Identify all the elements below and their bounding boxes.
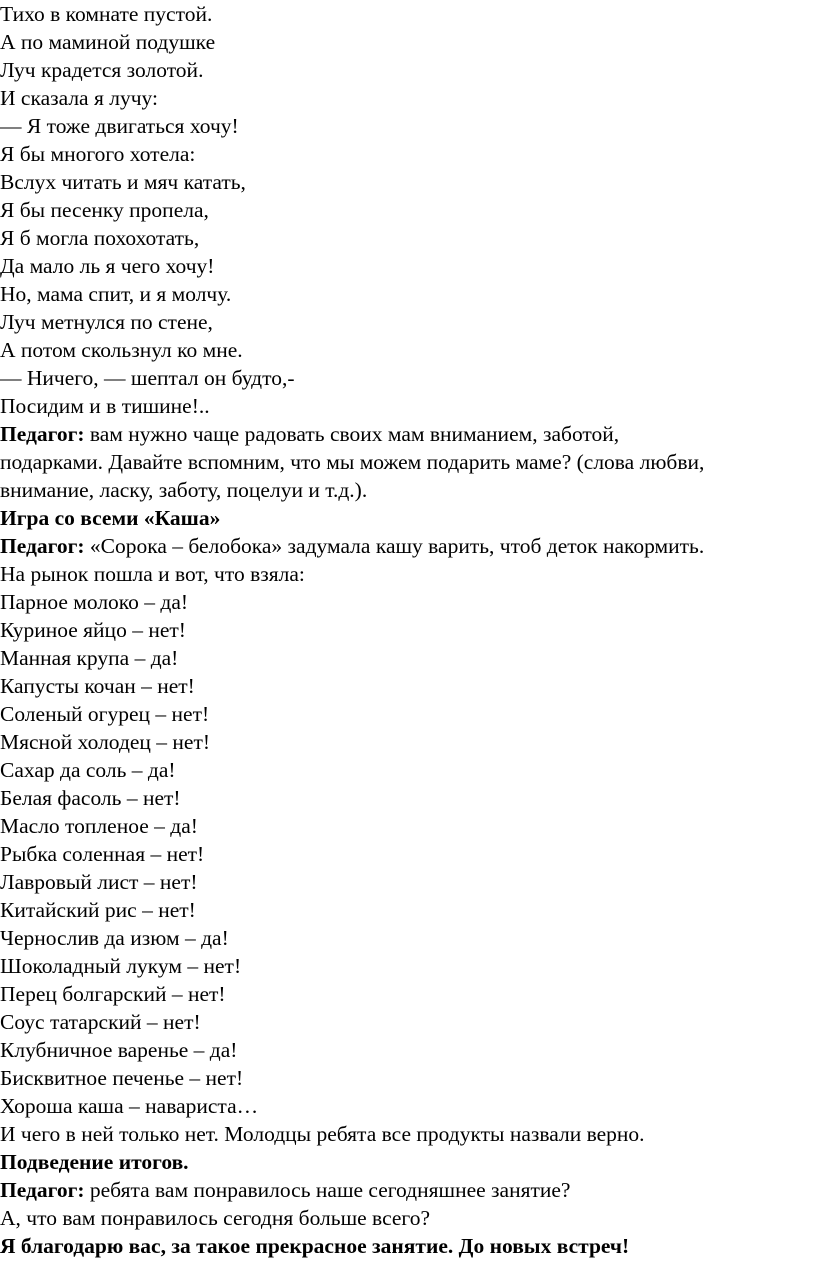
game-line: Чернослив да изюм – да!: [0, 926, 229, 950]
teacher-remark-1: [0, 420, 812, 448]
game-line: Мясной холодец – нет!: [0, 730, 211, 754]
poem-line: — Ничего, — шептал он будто,-: [0, 366, 295, 390]
poem-line: А потом скользнул ко мне.: [0, 338, 243, 362]
teacher-remark-2-text-1: «Сорока – белобока» задумала кашу варить, чтоб деток накормить.: [84, 534, 705, 558]
game-lines: [0, 588, 812, 1148]
game-heading: Игра со всеми «Каша»: [0, 506, 221, 530]
game-line: И чего в ней только нет. Молодцы ребята все продукты назвали верно.: [0, 1122, 645, 1146]
game-line: Клубничное варенье – да!: [0, 1038, 238, 1062]
poem-line: Я бы песенку пропела,: [0, 198, 209, 222]
game-line: Шоколадный лукум – нет!: [0, 954, 242, 978]
poem-line: И сказала я лучу:: [0, 86, 158, 110]
teacher-remark-3: [0, 1176, 812, 1204]
game-line: Масло топленое – да!: [0, 814, 198, 838]
poem-line: — Я тоже двигаться хочу!: [0, 114, 239, 138]
poem-line: Я б могла похохотать,: [0, 226, 200, 250]
poem-line: Но, мама спит, и я молчу.: [0, 282, 232, 306]
teacher-remark-3-text-1: ребята вам понравилось наше сегодняшнее занятие?: [84, 1178, 571, 1202]
teacher-remark-1-line-3: внимание, ласку, заботу, поцелуи и т.д.).: [0, 478, 368, 502]
closing-line: Я благодарю вас, за такое прекрасное занятие. До новых встреч!: [0, 1234, 630, 1258]
game-line: Китайский рис – нет!: [0, 898, 196, 922]
teacher-remark-1-line-2: подарками. Давайте вспомним, что мы можем подарить маме? (слова любви,: [0, 450, 705, 474]
game-line: Перец болгарский – нет!: [0, 982, 226, 1006]
poem-line: А по маминой подушке: [0, 30, 216, 54]
teacher-remark-2: [0, 532, 812, 560]
game-line: Бисквитное печенье – нет!: [0, 1066, 244, 1090]
teacher-label: Педагог:: [0, 1178, 85, 1202]
poem-line: Вслух читать и мяч катать,: [0, 170, 246, 194]
teacher-label: Педагог:: [0, 534, 85, 558]
teacher-remark-3-line-2: А, что вам понравилось сегодня больше всего?: [0, 1206, 430, 1230]
poem-line: Я бы многого хотела:: [0, 142, 196, 166]
game-line: Лавровый лист – нет!: [0, 870, 198, 894]
poem-line: Тихо в комнате пустой.: [0, 2, 213, 26]
game-line: Капусты кочан – нет!: [0, 674, 195, 698]
poem-line: Посидим и в тишине!..: [0, 394, 210, 418]
poem-line: Луч крадется золотой.: [0, 58, 204, 82]
poem-line: Да мало ль я чего хочу!: [0, 254, 215, 278]
teacher-remark-1-text-1: вам нужно чаще радовать своих мам вниманием, заботой,: [84, 422, 620, 446]
teacher-remark-2-line-2: На рынок пошла и вот, что взяла:: [0, 562, 305, 586]
game-line: Соус татарский – нет!: [0, 1010, 201, 1034]
poem-line: Луч метнулся по стене,: [0, 310, 213, 334]
game-line: Белая фасоль – нет!: [0, 786, 181, 810]
game-line: Парное молоко – да!: [0, 590, 189, 614]
teacher-label: Педагог:: [0, 422, 85, 446]
game-line: Манная крупа – да!: [0, 646, 179, 670]
poem: [0, 0, 812, 420]
game-line: Соленый огурец – нет!: [0, 702, 210, 726]
game-line: Сахар да соль – да!: [0, 758, 176, 782]
game-line: Куриное яйцо – нет!: [0, 618, 186, 642]
game-line: Хороша каша – навариста…: [0, 1094, 259, 1118]
game-line: Рыбка соленная – нет!: [0, 842, 205, 866]
summary-heading: Подведение итогов.: [0, 1150, 189, 1174]
